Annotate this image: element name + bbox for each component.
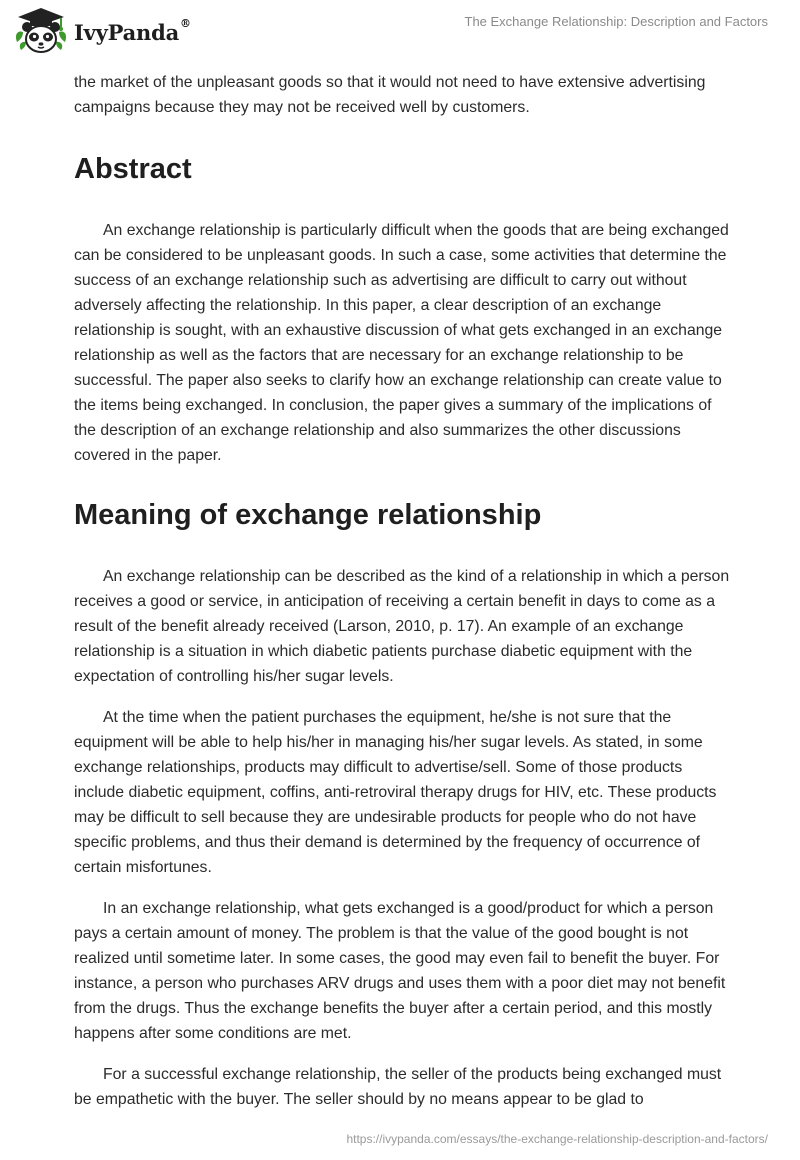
source-url-link[interactable]: https://ivypanda.com/essays/the-exchange-relationship-description-and-factors/ (346, 1132, 768, 1146)
section-heading-abstract: Abstract (74, 153, 192, 185)
document-title: The Exchange Relationship: Description and Factors (464, 14, 768, 29)
panda-graduate-icon (14, 6, 68, 56)
section-heading-meaning: Meaning of exchange relationship (74, 499, 542, 531)
meaning-paragraph-4: For a successful exchange relationship, the seller of the products being exchanged must be empathetic with the buyer. The seller should by no means appear to be glad to (74, 1066, 722, 1108)
article-body (74, 70, 734, 1128)
page-header (0, 0, 800, 62)
registered-mark: ® (180, 16, 191, 30)
ivypanda-logo[interactable] (14, 6, 191, 56)
intro-fragment-paragraph: the market of the unpleasant goods so that it would not need to have extensive advertising campaigns because they may not be received well by customers. (74, 74, 706, 116)
meaning-paragraph-1: An exchange relationship can be described as the kind of a relationship in which a person receives a good or service, in anticipation of receiving a certain benefit in days to come as a result of the benefit already received (Larson, 2010, p. 17). An example of an exchange relationship is a situation in which diabetic patients purchase diabetic equipment with the expectation of controlling his/her sugar levels. (74, 568, 730, 685)
meaning-paragraph-2: At the time when the patient purchases the equipment, he/she is not sure that the equipment will be able to help his/her in managing his/her sugar levels. As stated, in some exchange relationships, products may difficult to advertise/sell. Some of those products include diabetic equipment, coffins, anti-retroviral therapy drugs for HIV, etc. These products may be difficult to sell because they are undesirable products for people who do not have specific problems, and thus their demand is determined by the frequency of occurrence of certain misfortunes. (74, 709, 717, 876)
abstract-paragraph: An exchange relationship is particularly difficult when the goods that are being exchanged can be considered to be unpleasant goods. In such a case, some activities that determine the success of an exchange relationship such as advertising are difficult to carry out without adversely affecting the relationship. In this paper, a clear description of an exchange relationship is sought, with an exhaustive discussion of what gets exchanged in an exchange relationship as well as the factors that are necessary for an exchange relationship to be successful. The paper also seeks to clarify how an exchange relationship can create value to the items being exchanged. In conclusion, the paper gives a summary of the implications of the description of an exchange relationship and also summarizes the other discussions covered in the paper. (74, 222, 729, 464)
logo-wordmark: IvyPanda® (74, 16, 191, 45)
meaning-paragraph-3: In an exchange relationship, what gets exchanged is a good/product for which a person pays a certain amount of money. The problem is that the value of the good bought is not realized until sometime later. In some cases, the good may even fail to benefit the buyer. For instance, a person who purchases ARV drugs and uses them with a poor diet may not benefit from the drugs. Thus the exchange benefits the buyer after a certain period, and this mostly happens after some conditions are met. (74, 900, 726, 1042)
